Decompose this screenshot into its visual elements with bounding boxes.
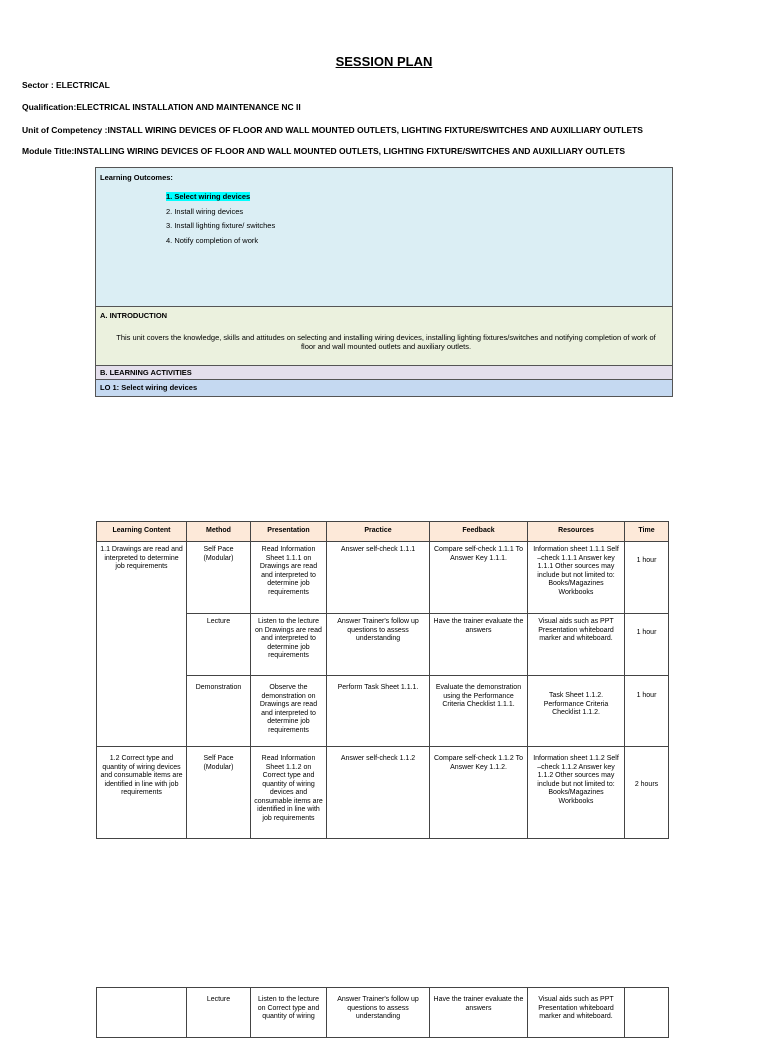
practice-cell: Answer Trainer's follow up questions to assess understanding <box>327 614 430 676</box>
page-title: SESSION PLAN <box>335 54 433 69</box>
learning-content-cell <box>97 988 187 1038</box>
method-cell: Self Pace (Modular) <box>187 747 251 839</box>
header-presentation: Presentation <box>251 522 327 542</box>
unit-line <box>22 125 643 135</box>
practice-cell: Perform Task Sheet 1.1.1. <box>327 676 430 747</box>
module-label: Module Title: <box>22 146 75 156</box>
lo1-heading: LO 1: Select wiring devices <box>100 383 198 392</box>
outcome-item: 4. Notify completion of work <box>166 235 259 245</box>
qualification-line <box>22 102 301 112</box>
practice-cell: Answer self-check 1.1.2 <box>327 747 430 839</box>
method-cell: Lecture <box>187 988 251 1038</box>
time-cell: 1 hour <box>625 542 669 614</box>
qualification-label: Qualification: <box>22 102 77 112</box>
method-cell: Demonstration <box>187 676 251 747</box>
outcome-item: 3. Install lighting fixture/ switches <box>166 221 276 230</box>
presentation-cell: Observe the demonstration on Drawings are read and interpreted to determine job requirements <box>251 676 327 747</box>
sector-label: Sector : <box>22 80 57 90</box>
activities-section <box>96 366 672 380</box>
resources-cell: Information sheet 1.1.1 Self –check 1.1.1 Answer key 1.1.1 Other sources may include but not limited to: Books/Magazines Workbooks <box>528 542 625 614</box>
time-cell: 1 hour <box>625 614 669 676</box>
outcome-item-text-highlighted: 1. Select wiring devices <box>166 192 251 201</box>
feedback-cell: Have the trainer evaluate the answers <box>430 988 528 1038</box>
activities-heading: B. LEARNING ACTIVITIES <box>100 368 192 377</box>
session-plan-table <box>96 521 669 839</box>
header-method: Method <box>187 522 251 542</box>
sector-value: ELECTRICAL <box>56 80 110 90</box>
method-cell: Self Pace (Modular) <box>187 542 251 614</box>
module-line <box>22 146 625 156</box>
header-feedback: Feedback <box>430 522 528 542</box>
sector-line <box>22 80 110 90</box>
introduction-heading: A. INTRODUCTION <box>100 311 168 320</box>
practice-cell: Answer Trainer's follow up questions to assess understanding <box>327 988 430 1038</box>
method-cell: Lecture <box>187 614 251 676</box>
outcomes-list <box>166 192 275 250</box>
practice-cell: Answer self-check 1.1.1 <box>327 542 430 614</box>
module-value: INSTALLING WIRING DEVICES OF FLOOR AND WALL MOUNTED OUTLETS, LIGHTING FIXTURE/SWITCHES AND AUXILLIARY OUTLETS <box>74 146 626 156</box>
resources-cell: Information sheet 1.1.2 Self –check 1.1.2 Answer key 1.1.2 Other sources may include but not limited to: Books/Magazines Workbooks <box>528 747 625 839</box>
presentation-cell: Listen to the lecture on Drawings are read and interpreted to determine job requirements <box>251 614 327 676</box>
introduction-text: This unit covers the knowledge, skills and attitudes on selecting and installing wiring devices, installing lighting fixtures/switches and notifying completion of work of floor and wall mounted outlets and auxiliary outlets. <box>116 333 656 351</box>
feedback-cell: Compare self-check 1.1.2 To Answer Key 1.1.2. <box>430 747 528 839</box>
outcome-item <box>166 192 275 207</box>
feedback-cell: Evaluate the demonstration using the Performance Criteria Checklist 1.1.1. <box>430 676 528 747</box>
table-row <box>97 747 669 839</box>
presentation-cell: Read Information Sheet 1.1.1 on Drawings are read and interpreted to determine job requirements <box>251 542 327 614</box>
presentation-cell: Listen to the lecture on Correct type and quantity of wiring <box>251 988 327 1038</box>
resources-cell: Visual aids such as PPT Presentation whiteboard marker and whiteboard. <box>528 614 625 676</box>
table-header-row <box>97 522 669 542</box>
outcomes-heading: Learning Outcomes: <box>100 173 173 182</box>
table-row <box>97 988 669 1038</box>
resources-cell: Visual aids such as PPT Presentation whiteboard marker and whiteboard. <box>528 988 625 1038</box>
time-cell: 1 hour <box>625 676 669 747</box>
table-row <box>97 542 669 614</box>
time-cell <box>625 988 669 1038</box>
outcome-item: 2. Install wiring devices <box>166 206 244 216</box>
lo1-section <box>96 380 672 396</box>
feedback-cell: Have the trainer evaluate the answers <box>430 614 528 676</box>
header-learning-content: Learning Content <box>97 522 187 542</box>
introduction-section <box>96 307 672 366</box>
presentation-cell: Read Information Sheet 1.1.2 on Correct type and quantity of wiring devices and consumable items are identified in line with job requirements <box>251 747 327 839</box>
resources-cell: Task Sheet 1.1.2. Performance Criteria Checklist 1.1.2. <box>528 676 625 747</box>
session-plan-table-continued <box>96 987 669 1038</box>
learning-outcomes-box <box>95 167 673 397</box>
unit-value: INSTALL WIRING DEVICES OF FLOOR AND WALL MOUNTED OUTLETS, LIGHTING FIXTURE/SWITCHES AND AUXILLIARY OUTLETS <box>107 125 643 135</box>
time-cell: 2 hours <box>625 747 669 839</box>
learning-content-cell: 1.2 Correct type and quantity of wiring devices and consumable items are identified in line with job requirements <box>97 747 187 839</box>
header-resources: Resources <box>528 522 625 542</box>
feedback-cell: Compare self-check 1.1.1 To Answer Key 1.1.1. <box>430 542 528 614</box>
learning-content-cell: 1.1 Drawings are read and interpreted to determine job requirements <box>97 542 187 747</box>
outcomes-section <box>96 168 672 307</box>
qualification-value: ELECTRICAL INSTALLATION AND MAINTENANCE NC II <box>76 102 301 112</box>
unit-label: Unit of Competency : <box>22 125 108 135</box>
header-practice: Practice <box>327 522 430 542</box>
header-time: Time <box>625 522 669 542</box>
